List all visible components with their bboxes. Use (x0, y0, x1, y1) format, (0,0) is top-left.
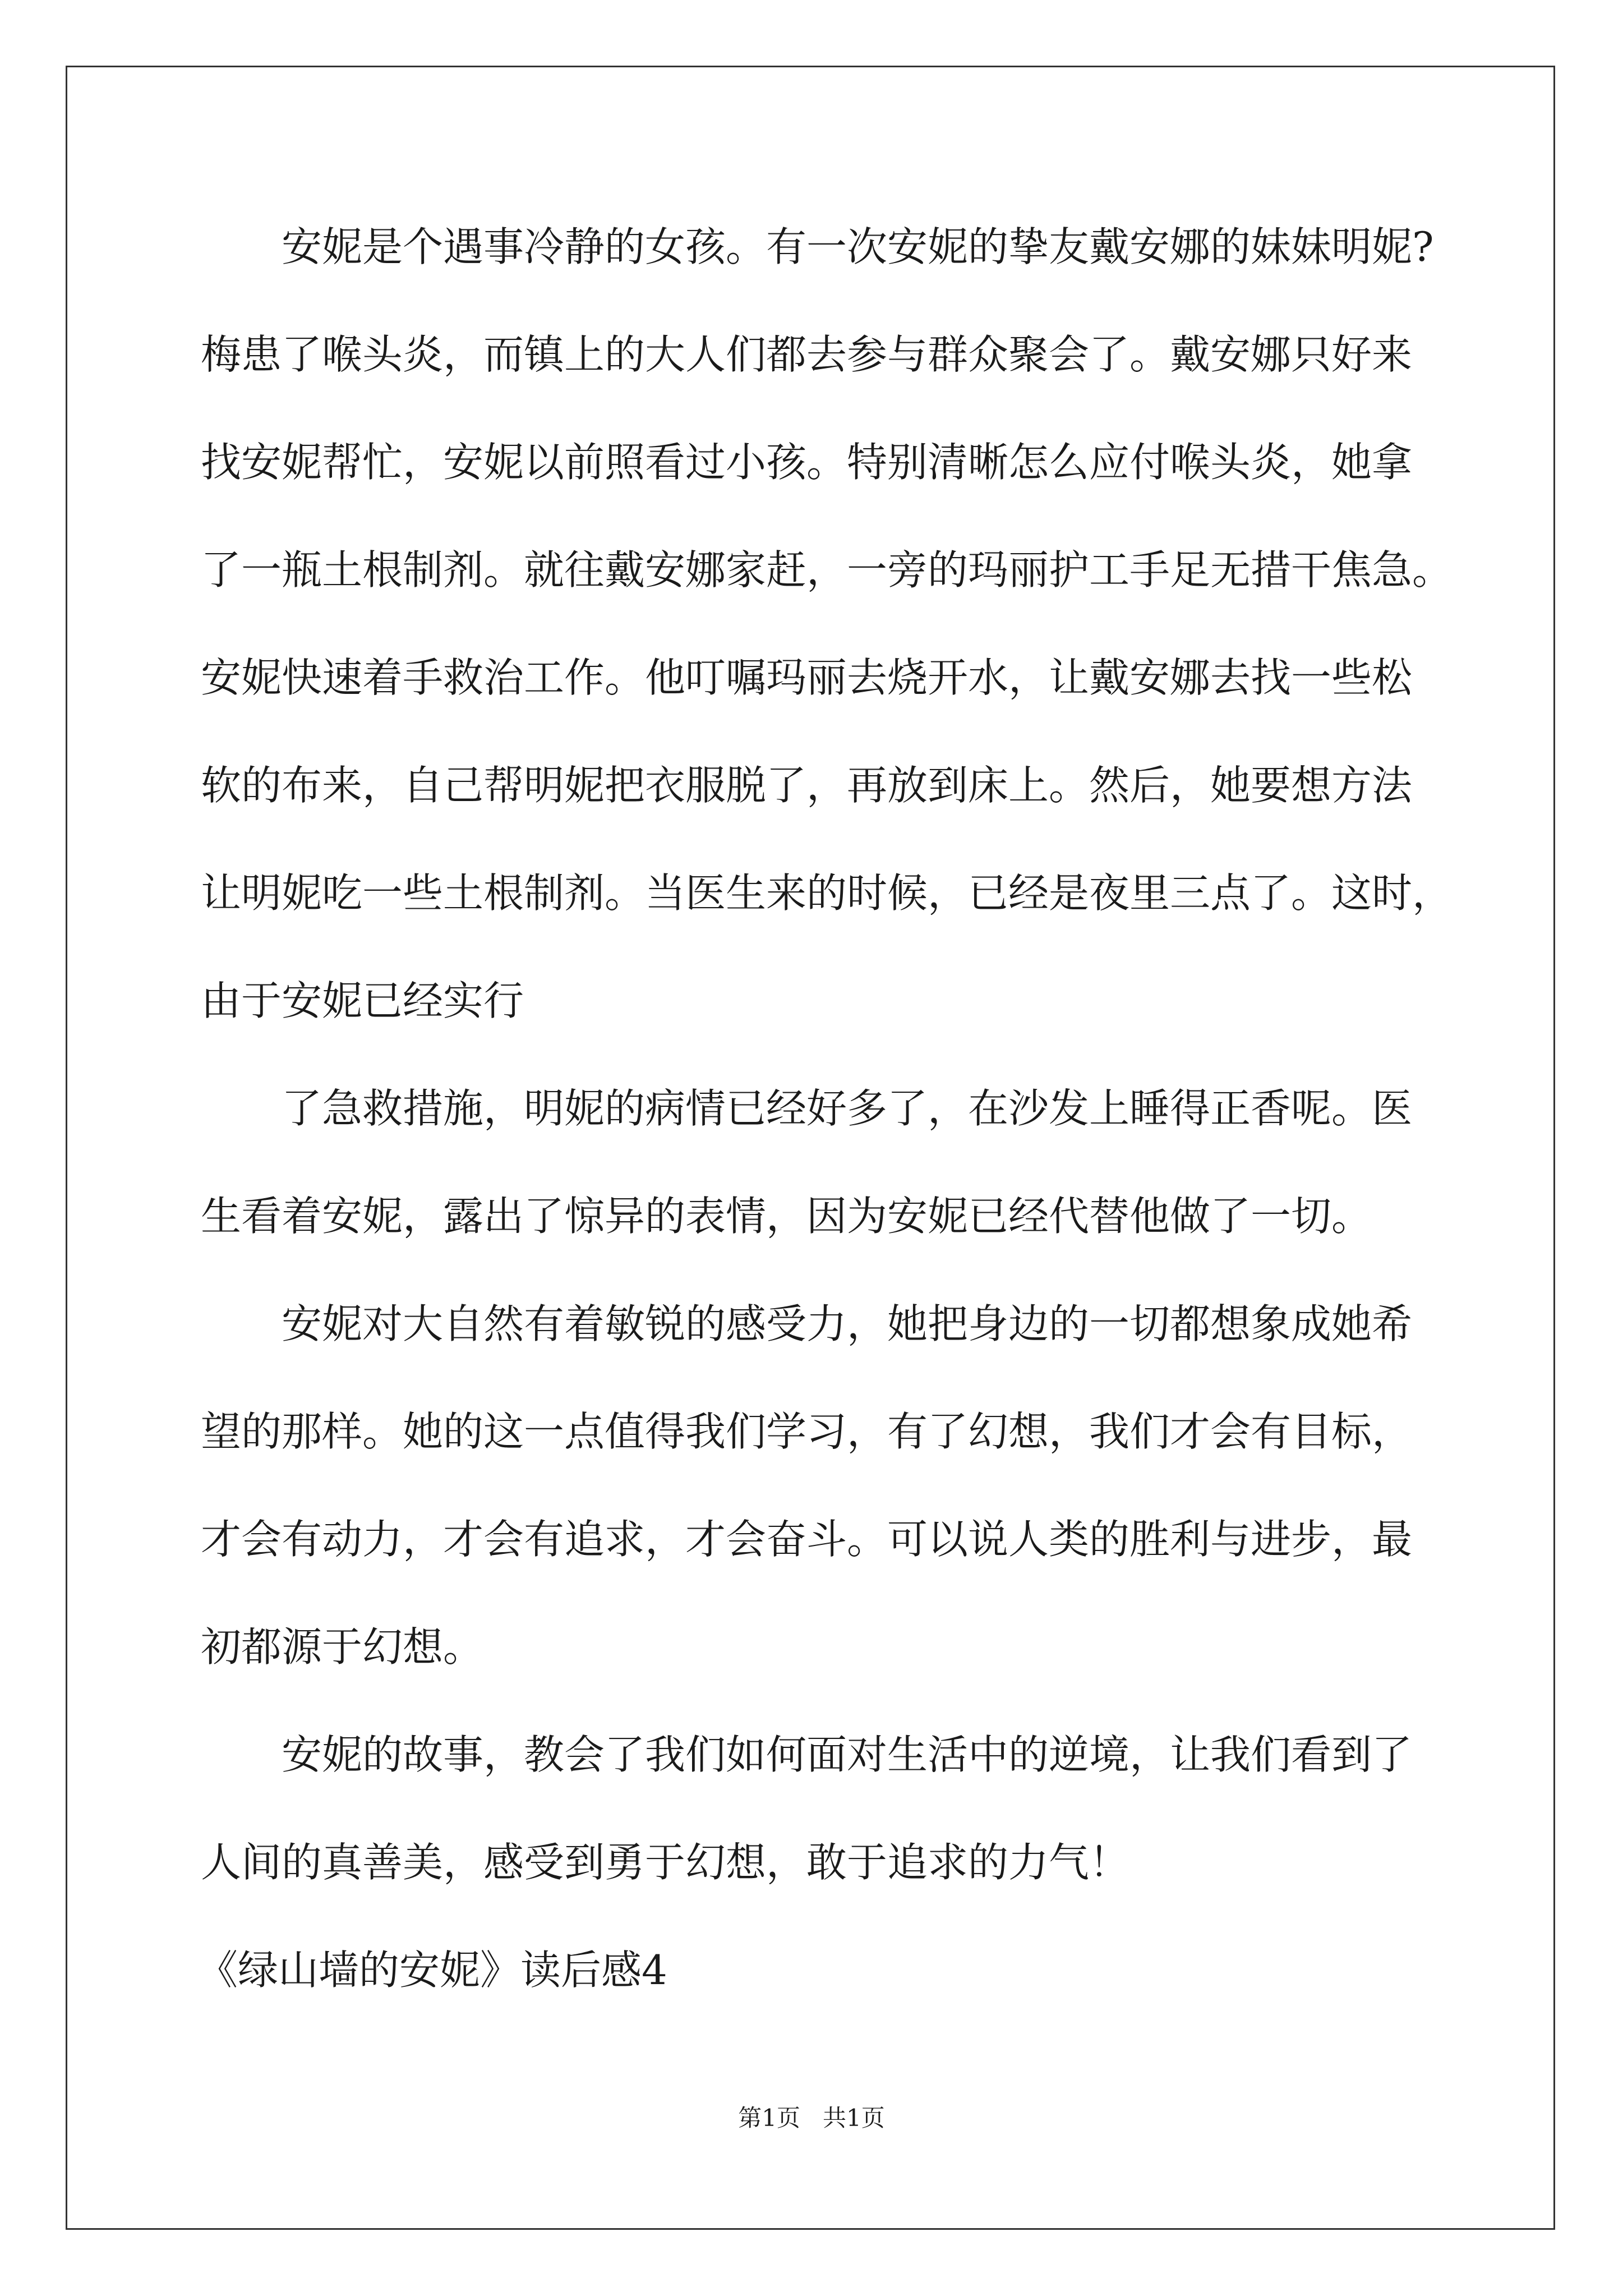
page-footer: 第1页 共1页 (738, 2104, 885, 2132)
paragraph-2-line-2: 生看着安妮，露出了惊异的表情，因为安妮已经代替他做了一切。 (201, 1193, 1372, 1240)
paragraph-1-line-3: 找安妮帮忙，安妮以前照看过小孩。特别清晰怎么应付喉头炎，她拿 (201, 439, 1413, 486)
paragraph-1-line-7: 让明妮吃一些土根制剂。当医生来的时候，已经是夜里三点了。这时， (201, 869, 1453, 917)
paragraph-1-line-4: 了一瓶土根制剂。就往戴安娜家赶，一旁的玛丽护工手足无措干焦急。 (201, 546, 1453, 593)
paragraph-1-line-2: 梅患了喉头炎，而镇上的大人们都去参与群众聚会了。戴安娜只好来 (201, 331, 1413, 378)
paragraph-3-line-1: 安妮对大自然有着敏锐的感受力，她把身边的一切都想象成她希 (282, 1300, 1413, 1347)
paragraph-1-line-1: 安妮是个遇事冷静的女孩。有一次安妮的挚友戴安娜的妹妹明妮? (282, 223, 1434, 270)
paragraph-1-line-5: 安妮快速着手救治工作。他叮嘱玛丽去烧开水，让戴安娜去找一些松 (201, 654, 1413, 701)
section-heading: 《绿山墙的安妮》读后感4 (197, 1947, 667, 1994)
paragraph-1-line-8: 由于安妮已经实行 (201, 977, 524, 1024)
page-border (66, 66, 1555, 2230)
paragraph-4-line-1: 安妮的故事，教会了我们如何面对生活中的逆境，让我们看到了 (282, 1731, 1413, 1778)
paragraph-1-line-6: 软的布来，自己帮明妮把衣服脱了，再放到床上。然后，她要想方法 (201, 762, 1413, 809)
paragraph-3-line-4: 初都源于幻想。 (201, 1623, 484, 1671)
paragraph-4-line-2: 人间的真善美，感受到勇于幻想，敢于追求的力气！ (201, 1839, 1130, 1886)
paragraph-3-line-2: 望的那样。她的这一点值得我们学习，有了幻想，我们才会有目标， (201, 1408, 1413, 1455)
paragraph-3-line-3: 才会有动力，才会有追求，才会奋斗。可以说人类的胜利与进步，最 (201, 1516, 1413, 1563)
paragraph-2-line-1: 了急救措施，明妮的病情已经好多了，在沙发上睡得正香呢。医 (282, 1085, 1413, 1132)
